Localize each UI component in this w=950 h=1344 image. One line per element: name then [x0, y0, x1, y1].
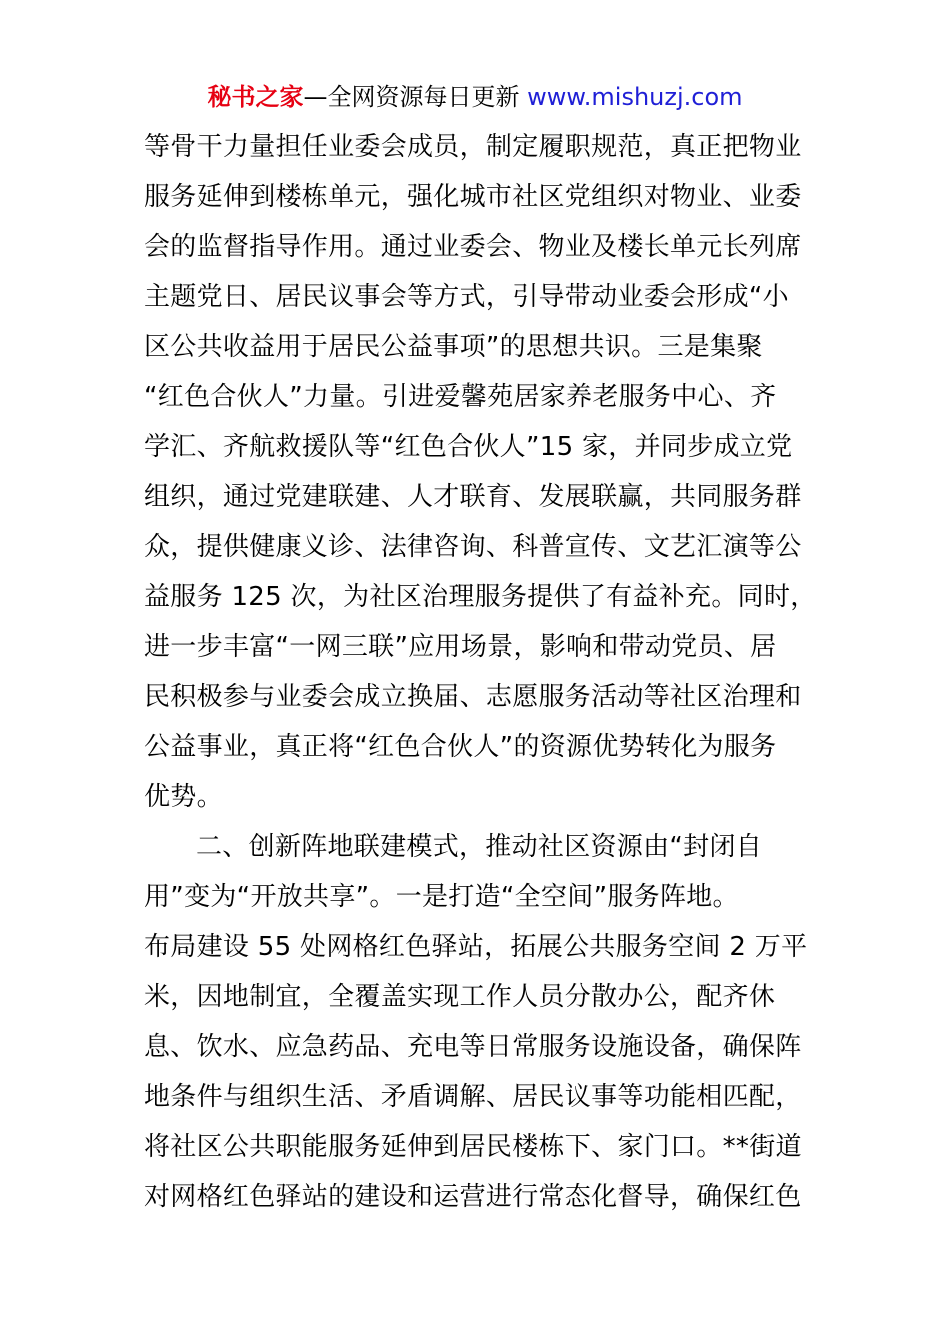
text-line: 米，因地制宜，全覆盖实现工作人员分散办公，配齐休 [144, 982, 776, 1012]
text-line: 服务延伸到楼栋单元，强化城市社区党组织对物业、业委 [144, 182, 802, 212]
site-brand: 秘书之家 [207, 83, 304, 111]
text-line: 进一步丰富“一网三联”应用场景，影响和带动党员、居 [144, 632, 777, 662]
text-line: 组织，通过党建联建、人才联育、发展联赢，共同服务群 [144, 482, 802, 512]
paragraph-2 [144, 822, 814, 1222]
text-line: 公益事业，真正将“红色合伙人”的资源优势转化为服务 [144, 732, 777, 762]
text-line: 对网格红色驿站的建设和运营进行常态化督导，确保红色 [144, 1182, 802, 1212]
text-line: 地条件与组织生活、矛盾调解、居民议事等功能相匹配， [144, 1082, 802, 1112]
text-line: “红色合伙人”力量。引进爱馨苑居家养老服务中心、齐 [144, 382, 777, 412]
text-line: 主题党日、居民议事会等方式，引导带动业委会形成“小 [144, 282, 789, 312]
text-line: 众，提供健康义诊、法律咨询、科普宣传、文艺汇演等公 [144, 532, 802, 562]
document-body [144, 122, 817, 1222]
text-line: 将社区公共职能服务延伸到居民楼栋下、家门口。**街道 [144, 1132, 802, 1162]
text-line: 区公共收益用于居民公益事项”的思想共识。三是集聚 [144, 332, 763, 362]
text-line: 布局建设 55 处网格红色驿站，拓展公共服务空间 2 万平 [144, 932, 808, 962]
text-line: 学汇、齐航救援队等“红色合伙人”15 家，并同步成立党 [144, 432, 793, 462]
text-line: 民积极参与业委会成立换届、志愿服务活动等社区治理和 [144, 682, 802, 712]
text-line: 优势。 [144, 782, 223, 812]
text-line: 二、创新阵地联建模式，推动社区资源由“封闭自 [196, 832, 763, 862]
text-line: 益服务 125 次，为社区治理服务提供了有益补充。同时， [144, 582, 817, 612]
site-header [0, 80, 950, 114]
site-url-link[interactable]: www.mishuzj.com [527, 83, 743, 111]
text-line: 息、饮水、应急药品、充电等日常服务设施设备，确保阵 [144, 1032, 802, 1062]
text-line: 等骨干力量担任业委会成员，制定履职规范，真正把物业 [144, 132, 802, 162]
text-line: 会的监督指导作用。通过业委会、物业及楼长单元长列席 [144, 232, 802, 262]
text-line: 用”变为“开放共享”。一是打造“全空间”服务阵地。 [144, 882, 739, 912]
site-tagline: —全网资源每日更新 [303, 83, 520, 111]
paragraph-1 [144, 122, 817, 822]
